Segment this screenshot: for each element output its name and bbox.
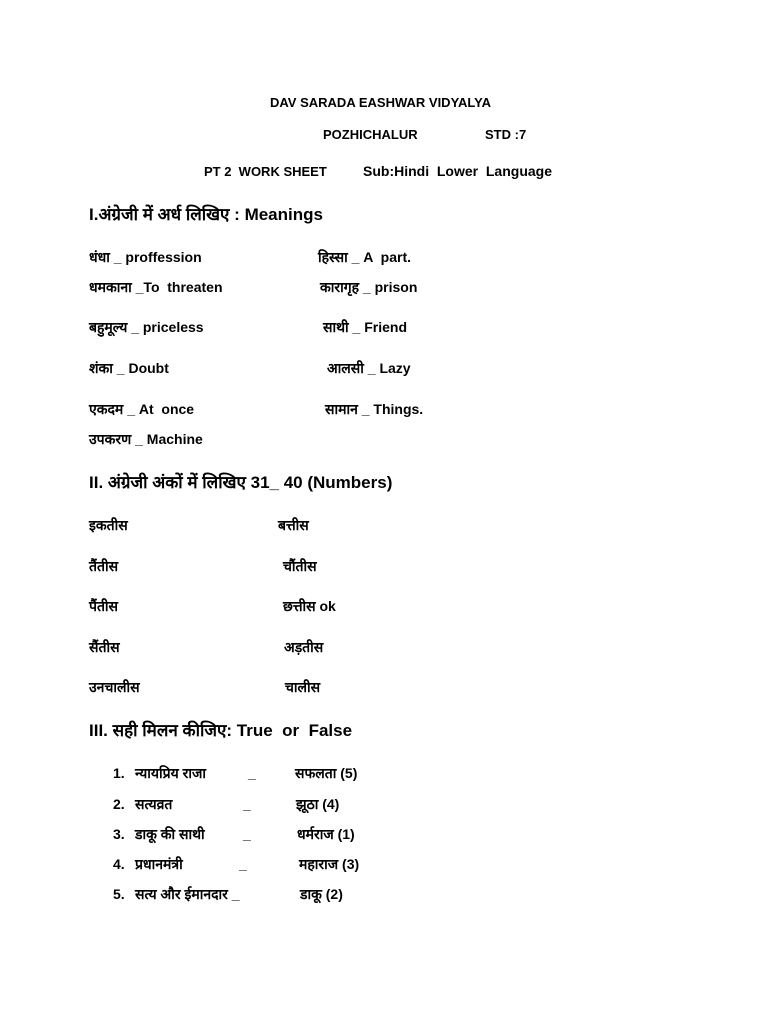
match-dash: _ [243, 826, 251, 842]
number-word: चालीस [285, 679, 321, 695]
match-dash: _ [243, 796, 251, 812]
number-word: चौंतीस [283, 558, 317, 574]
section-1-heading: I.अंग्रेजी में अर्ध लिखिए : Meanings [89, 205, 323, 224]
match-dash: _ [248, 765, 256, 781]
match-right: महाराज (3) [299, 856, 360, 872]
worksheet-title: PT 2 WORK SHEET [204, 164, 327, 179]
match-left: सत्यव्रत [135, 796, 173, 812]
match-number: 1. [113, 765, 125, 781]
match-right: धर्मराज (1) [297, 826, 355, 842]
match-right: झूठा (4) [296, 796, 340, 812]
match-left: न्यायप्रिय राजा [135, 765, 206, 781]
number-word: तैंतीस [89, 558, 119, 574]
meaning-item: शंका _ Doubt [89, 360, 169, 376]
section-3-heading: III. सही मिलन कीजिए: True or False [89, 721, 353, 740]
meaning-item: बहुमूल्य _ priceless [89, 319, 204, 335]
number-word: बत्तीस [278, 517, 309, 533]
match-left: डाकू की साथी [135, 826, 205, 842]
meaning-item: सामान _ Things. [325, 401, 424, 417]
meaning-item: धमकाना _To threaten [89, 279, 223, 295]
number-word: सैंतीस [89, 639, 120, 655]
meaning-item: कारागृह _ prison [320, 279, 418, 295]
match-right: सफलता (5) [295, 765, 358, 781]
number-word: उनचालीस [89, 679, 140, 695]
number-word: अड़तीस [284, 639, 324, 655]
match-dash: _ [239, 856, 247, 872]
meaning-item: हिस्सा _ A part. [318, 249, 412, 265]
number-word: इकतीस [89, 517, 128, 533]
meaning-item: आलसी _ Lazy [327, 360, 411, 376]
school-place: POZHICHALUR [323, 127, 418, 142]
meaning-item: एकदम _ At once [89, 401, 195, 417]
subject-label: Sub:Hindi Lower Language [363, 163, 552, 179]
number-word: पैंतीस [89, 598, 119, 614]
meaning-item: साथी _ Friend [323, 319, 408, 335]
standard-label: STD :7 [485, 127, 527, 142]
match-number: 2. [113, 796, 125, 812]
match-left: प्रधानमंत्री [135, 856, 183, 872]
match-right: डाकू (2) [300, 886, 343, 902]
number-word: छत्तीस ok [283, 598, 336, 614]
meaning-item: धंधा _ proffession [89, 249, 202, 265]
meaning-item: उपकरण _ Machine [89, 431, 203, 447]
section-2-heading: II. अंग्रेजी अंकों में लिखिए 31_ 40 (Numbers) [89, 473, 393, 492]
school-name: DAV SARADA EASHWAR VIDYALYA [270, 95, 492, 110]
match-number: 3. [113, 826, 125, 842]
match-number: 4. [113, 856, 125, 872]
match-number: 5. [113, 886, 125, 902]
match-left: सत्य और ईमानदार _ [135, 886, 240, 902]
